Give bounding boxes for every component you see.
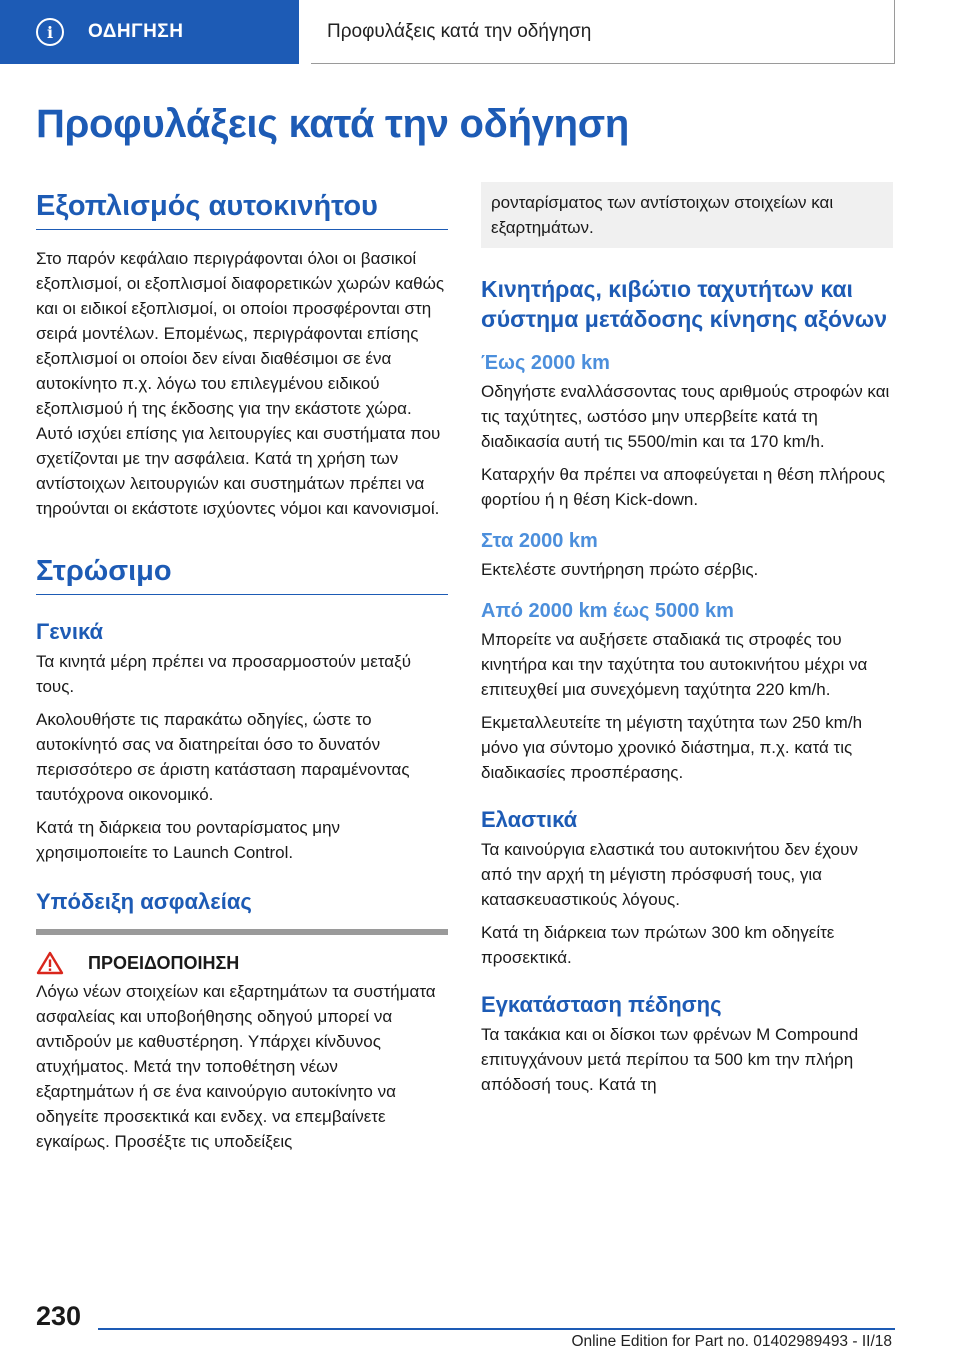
left-column [36,190,448,1162]
section-label: ΟΔΗΓΗΣΗ [88,21,184,42]
at-2000-p1: Εκτελέστε συντήρηση πρώτο σέρβις. [481,560,759,579]
upto-2000-p1: Οδηγήστε εναλλάσσοντας τους αριθμούς στροφών και τις ταχύτητες, ωστόσο μην υπερβείτε κατά τη διαδικασία αυτή τις 5500/min και τα 170 km/h. [481,382,890,451]
from-2000-p1: Μπορείτε να αυξήσετε σταδιακά τις στροφές του κινητήρα και την ταχύτητα του αυτοκινήτου μέχρι να επιτευχθεί μια συνεχόμενη ταχύτητα 220 km/h. [481,630,868,699]
from-2000-p2: Εκμεταλλευτείτε τη μέγιστη ταχύτητα των 250 km/h μόνο για σύντομο χρονικό διάστημα, π.χ. κατά τις διαδικασίες προσπέρασης. [481,713,863,782]
breadcrumb-title: Προφυλάξεις κατά την οδήγηση [327,20,592,42]
info-icon: i [36,18,64,46]
page-title: Προφυλάξεις κατά την οδήγηση [36,102,629,146]
breadcrumb [311,0,895,64]
warning-text: Λόγω νέων στοιχείων και εξαρτημάτων τα συστήματα ασφαλείας και υποβοήθησης οδηγού μπορεί να αντιδρούν με καθυστέρηση. Υπάρχει κίνδυνος ατυχήματος. Μετά την τοποθέτηση νέων εξαρτημάτων ή σε ένα καινούργιο αυτοκίνητο να οδηγείτε προσεκτικά και ενδεχ. να επεμβαίνετε εγκαίρως. Προσέξτε τις υποδείξεις [36,982,436,1151]
at-2000-heading: Στα 2000 km [481,530,598,552]
equipment-text: Στο παρόν κεφάλαιο περιγράφονται όλοι οι βασικοί εξοπλισμοί, οι εξοπλισμοί διαφορετικών χωρών καθώς και οι ειδικοί εξοπλισμοί, οι οποίοι προσφέρονται στη σειρά μοντέλων. Επομένως, περιγράφονται επίσης εξοπλισμοί οι οποίοι δεν είναι διαθέσιμοι σε ένα αυτοκίνητο π.χ. λόγω του επιλεγμένου ειδικού εξοπλισμού ή της έκδοσης για την εκάστοτε χώρα. Αυτό ισχύει επίσης για λειτουργίες και συστήματα που σχετίζονται με την ασφάλεια. Κατά τη χρήση των αντίστοιχων λειτουργιών και συστημάτων πρέπει να τηρούνται οι εκάστοτε ισχύοντες νόμοι και κανονισμοί. [36,249,445,518]
brakes-p1: Τα τακάκια και οι δίσκοι των φρένων M Compound επιτυγχάνουν μετά περίπου τα 500 km την πλήρη απόδοσή τους. Κατά τη [481,1025,859,1094]
warning-box [36,935,448,1154]
warning-title: ΠΡΟΕΙΔΟΠΟΙΗΣΗ [88,952,240,973]
from-2000-heading: Από 2000 km έως 5000 km [481,600,734,622]
tires-p1: Τα καινούργια ελαστικά του αυτοκινήτου δεν έχουν από την αρχή τη μέγιστη πρόσφυσή τους, για κατασκευαστικούς λόγους. [481,840,858,909]
section-tab [0,0,299,64]
engine-heading: Κινητήρας, κιβώτιο ταχυτήτων και σύστημα μετάδοσης κίνησης αξόνων [481,276,888,332]
upto-2000-p2: Καταρχήν θα πρέπει να αποφεύγεται η θέση πλήρους φορτίου ή η θέση Kick-down. [481,465,886,509]
right-column [481,190,893,1105]
warning-triangle-icon [36,951,64,975]
equipment-heading: Εξοπλισμός αυτοκινήτου [36,190,448,230]
continued-box [481,182,893,248]
upto-2000-heading: Έως 2000 km [481,352,610,374]
edition-note: Online Edition for Part no. 01402989493 - II/18 [571,1333,892,1350]
breakin-heading: Στρώσιμο [36,555,448,595]
tires-heading: Ελαστικά [481,807,578,832]
tires-p2: Κατά τη διάρκεια των πρώτων 300 km οδηγείτε προσεκτικά. [481,923,835,967]
general-heading: Γενικά [36,619,104,644]
continued-text: ρονταρίσματος των αντίστοιχων στοιχείων και εξαρτημάτων. [491,193,834,237]
brakes-heading: Εγκατάσταση πέδησης [481,992,722,1017]
page-number: 230 [36,1301,82,1331]
footer-divider [98,1328,895,1330]
safety-heading: Υπόδειξη ασφαλείας [36,889,252,914]
breakin-p1: Τα κινητά μέρη πρέπει να προσαρμοστούν μεταξύ τους. [36,652,412,696]
breakin-p3: Κατά τη διάρκεια του ρονταρίσματος μην χρησιμοποιείτε το Launch Control. [36,818,341,862]
breakin-p2: Ακολουθήστε τις παρακάτω οδηγίες, ώστε το αυτοκίνητό σας να διατηρείται όσο το δυνατόν περισσότερο σε άριστη κατάσταση παραμένοντας ταυτόχρονα οικονομικό. [36,710,410,804]
